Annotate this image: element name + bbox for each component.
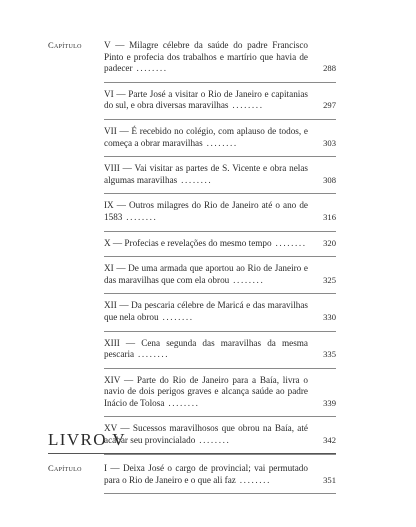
dot-leader: ........ [132,63,168,74]
toc-entry-title [104,200,336,223]
toc-entry [104,375,336,418]
heading-divider [48,453,336,454]
toc-entry-text: V — Milagre célebre da saúde do padre Francisco Pinto e profecia dos trabalhos e martírio que havia de padecer [104,40,308,74]
toc-entry-text: I — Deixa José o cargo de provincial; vai permutado para o Rio de Janeiro e o que ali faz [104,463,308,485]
toc-entry-text: IX — Outros milagres do Rio de Janeiro até o ano de 1583 [104,200,308,222]
toc-entry-text: X — Profecias e revelações do mesmo tempo [104,237,272,248]
toc-entry-title [104,300,336,323]
toc-entry [104,200,336,231]
toc-entry [104,89,336,120]
toc-entry-text: VI — Parte José a visitar o Rio de Janeiro e capitanias do sul, e obra diversas maravilhas [104,88,308,111]
toc-entry-title [104,338,336,361]
dot-leader: ........ [164,397,200,408]
toc-page-number: 288 [323,63,336,74]
toc-entry-title [104,126,336,149]
dot-leader: ........ [202,137,238,148]
toc-page-number: 308 [323,174,336,185]
table-of-contents-book-5 [48,463,336,500]
dot-leader: ........ [229,274,265,285]
toc-entry [104,40,336,83]
toc-page-number: 339 [323,397,336,408]
toc-entry-text: XIII — Cena segunda das maravilhas da mesma pescaria [104,337,308,360]
dot-leader: ........ [158,311,194,322]
toc-entry [104,126,336,157]
toc-entry [104,300,336,331]
toc-entry-text: XIV — Parte do Rio de Janeiro para a Baía, livra o navio de dois perigos graves e alcança saúde ao padre Inácio de Tolosa [104,374,308,408]
book-heading: LIVRO V [48,430,126,449]
chapter-list-book-5 [48,463,336,494]
toc-entry [104,263,336,294]
toc-entry-title [104,375,336,410]
toc-page-number: 335 [323,349,336,360]
toc-page-number: 316 [323,211,336,222]
toc-page-number: 297 [323,100,336,111]
toc-entry-text: VIII — Vai visitar as partes de S. Vicente e obra nelas algumas maravilhas [104,163,308,185]
toc-page-number: 351 [323,474,336,485]
toc-entry [104,423,336,454]
dot-leader: ........ [122,211,158,222]
dot-leader: ........ [228,100,264,111]
toc-entry-text: XI — De uma armada que aportou ao Rio de Janeiro e das maravilhas que com ela obrou [104,263,308,285]
table-of-contents [48,40,336,461]
toc-entry-text: XII — Da pescaria célebre de Maricá e das maravilhas que nela obrou [104,300,308,322]
toc-page-number: 330 [323,311,336,322]
toc-entry-title [104,89,336,112]
toc-entry-text: XV — Sucessos maravilhosos que obrou na Baía, até acabar seu provincialado [104,423,308,446]
toc-entry-title [104,163,336,186]
chapter-label: Capítulo [48,40,82,50]
toc-page-number: 325 [323,274,336,285]
toc-entry [104,163,336,194]
toc-entry-title [104,40,336,75]
toc-entry-title [104,263,336,286]
dot-leader: ........ [235,474,271,485]
toc-entry-title [104,238,336,250]
toc-entry [104,338,336,369]
toc-page-number: 303 [323,137,336,148]
dot-leader: ........ [134,349,170,360]
toc-entry-text: VII — É recebido no colégio, com aplauso de todos, e começa a obrar maravilhas [104,125,308,148]
chapter-label: Capítulo [48,463,82,473]
toc-entry-title [104,463,336,486]
dot-leader: ........ [271,237,307,248]
toc-entry-title [104,423,336,446]
chapter-list [48,40,336,455]
toc-entry [104,463,336,494]
dot-leader: ........ [177,174,213,185]
toc-page-number: 342 [323,435,336,446]
toc-entry [104,238,336,258]
toc-page-number: 320 [323,237,336,248]
dot-leader: ........ [195,435,231,446]
